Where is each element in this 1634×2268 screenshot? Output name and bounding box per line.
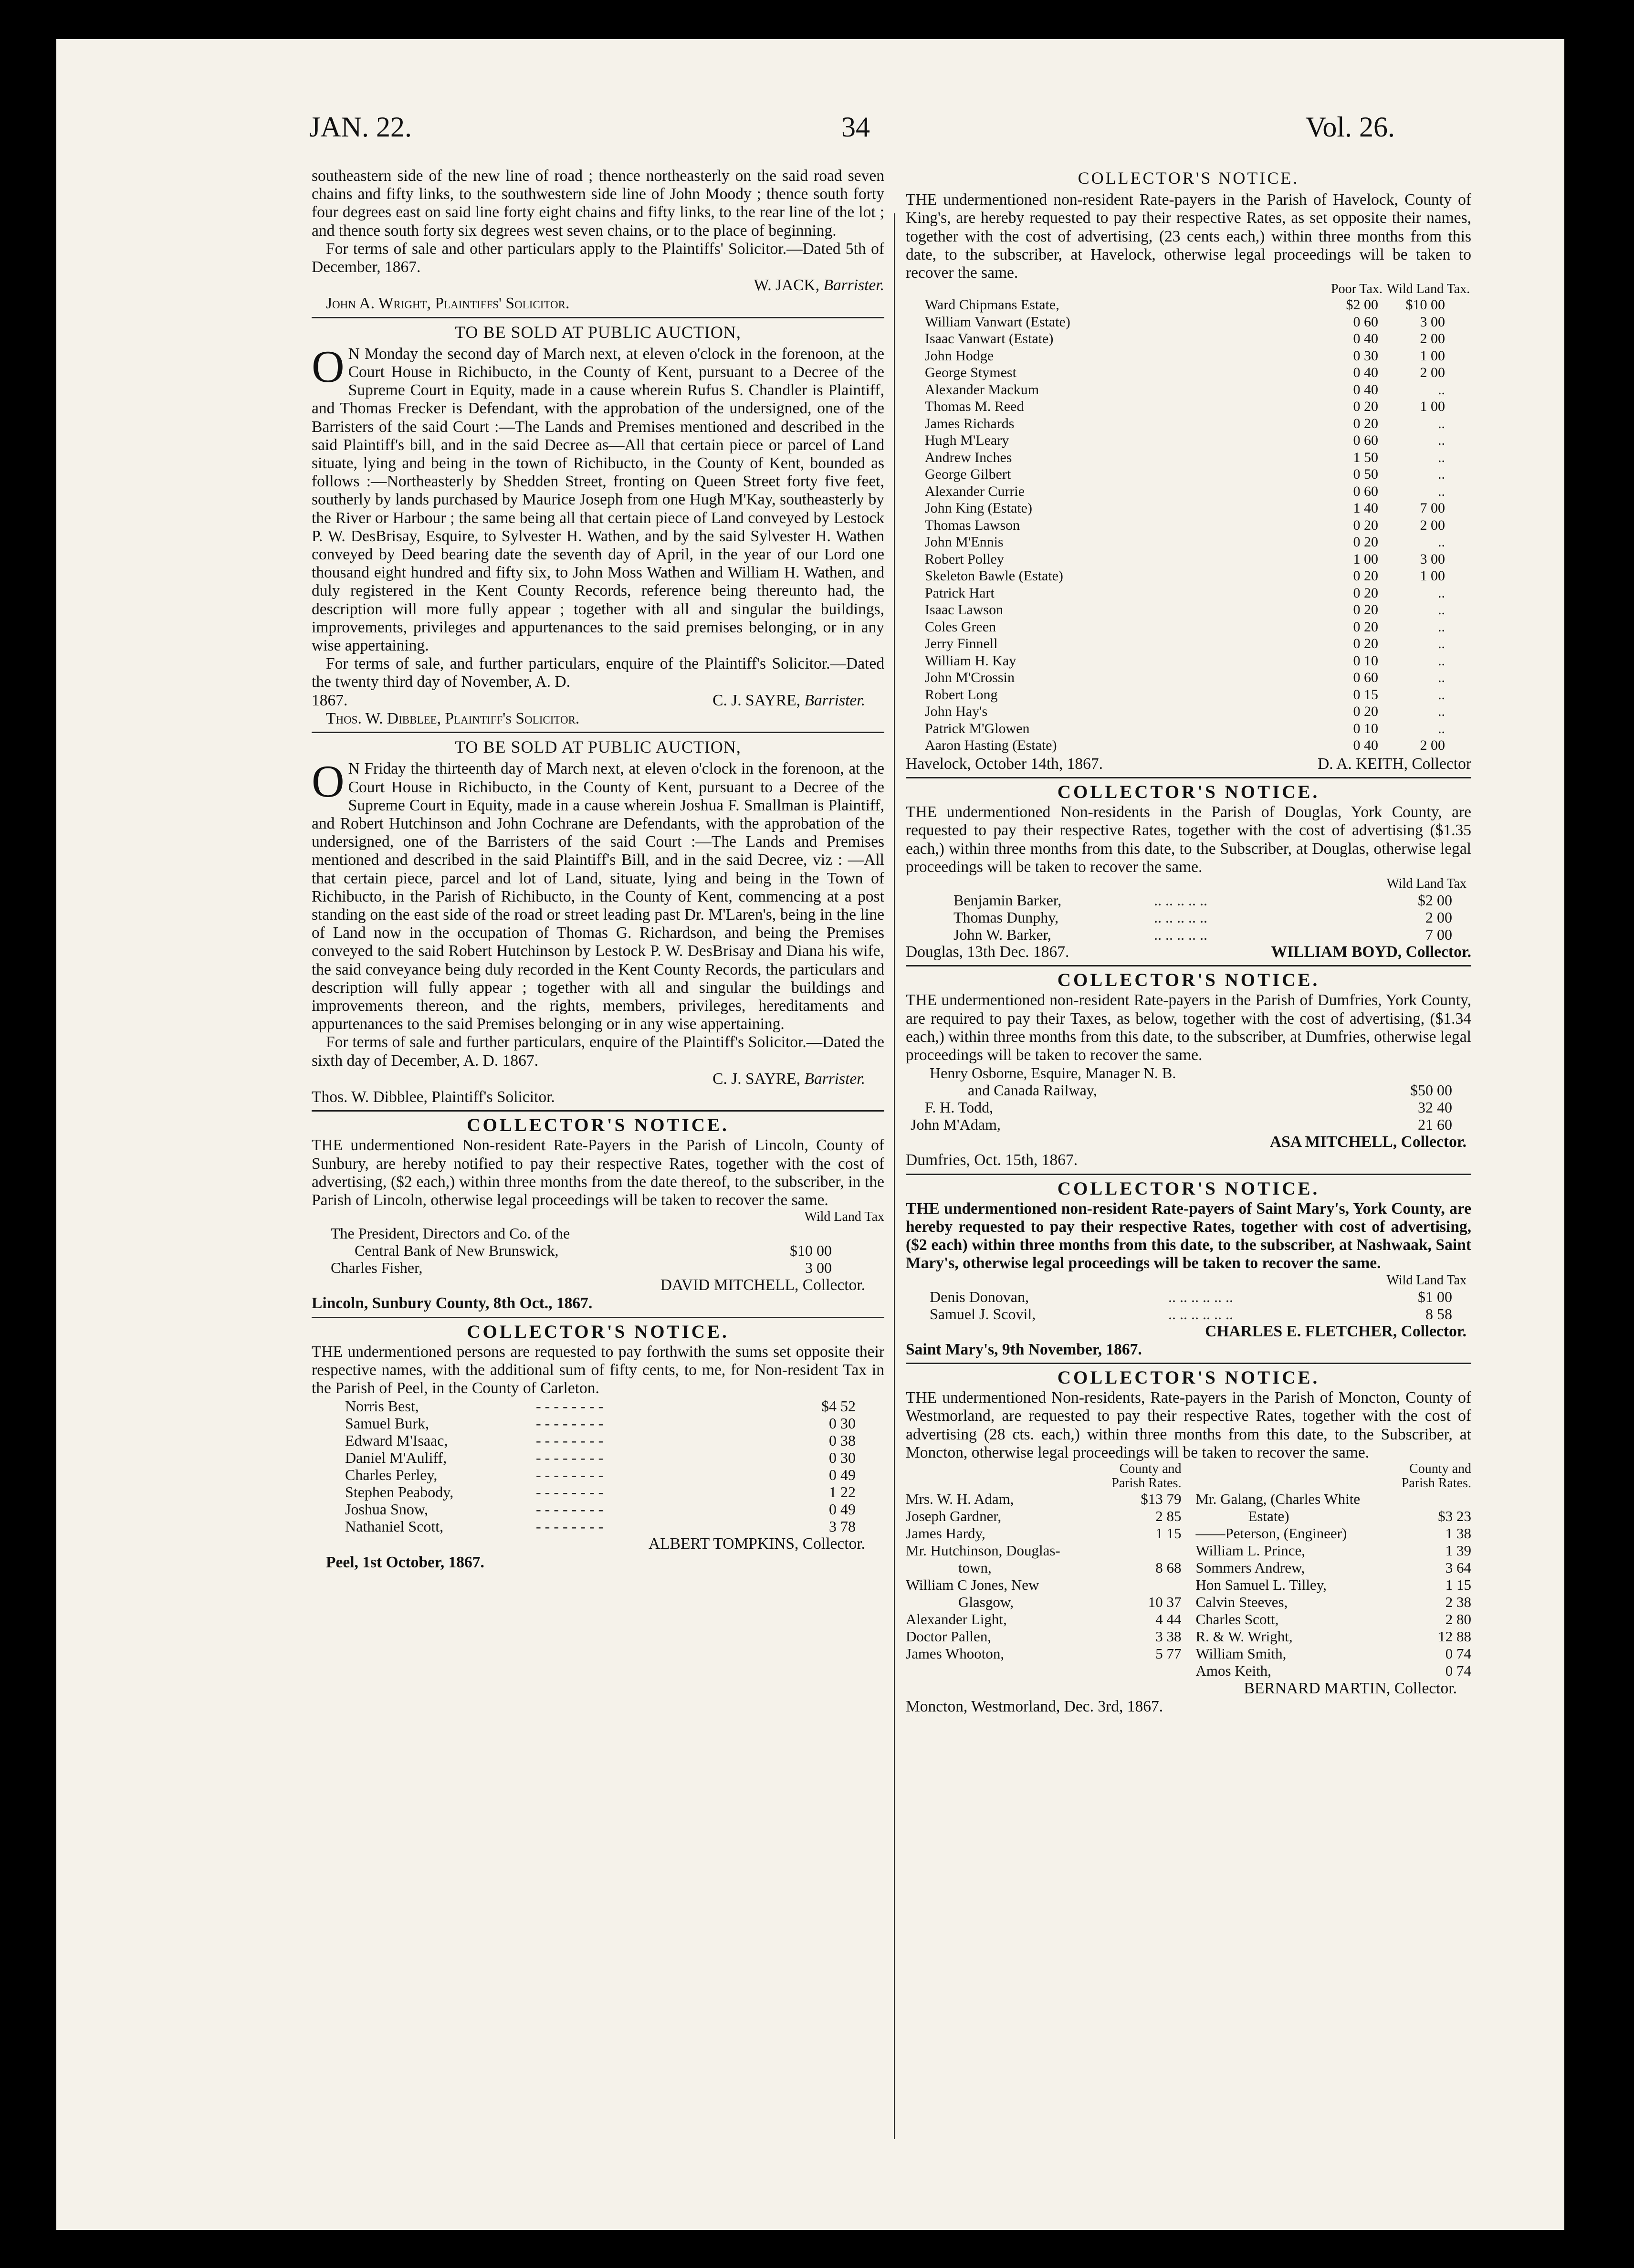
divider: [906, 777, 1471, 778]
table-row: Samuel Burk, - - - - - - - - 0 30: [345, 1415, 856, 1432]
notice-place: Peel, 1st October, 1867.: [326, 1553, 484, 1571]
table-row: Patrick M'Glowen 0 10 ..: [925, 720, 1445, 736]
table-row: James Hardy, 1 15: [906, 1525, 1182, 1542]
table-row: Alexander Currie 0 60 ..: [925, 483, 1445, 499]
table-row: Aaron Hasting (Estate) 0 40 2 00: [925, 737, 1445, 754]
table-row: George Gilbert 0 50 ..: [925, 466, 1445, 483]
column-header: County and Parish Rates.: [1401, 1461, 1471, 1491]
havelock-footer: [906, 755, 1471, 773]
moncton-notice: [906, 1369, 1471, 1716]
table-row: Charles Perley, - - - - - - - - 0 49: [345, 1466, 856, 1484]
table-row: John Hay's 0 20 ..: [925, 704, 1445, 720]
dumfries-table: [906, 1064, 1471, 1133]
table-row: Hugh M'Leary 0 60 ..: [925, 432, 1445, 449]
auction-body: N Friday the thirteenth day of March next, at eleven o'clock in the forenoon, at the Court House in Richibucto, in the County of Kent, pursuant to a Decree of the Supreme Court in Equity, made in a cause wherein Joshua F. Smallman is Plaintiff, and Robert Hutchinson and John Cochrane are Defendants, with the approbation of the undersigned, one of the Barristers of the said Court :—The Lands and Premises mentioned and described in the said Plaintiff's Bill, and in the said Decree, viz : —All that certain piece, parcel and lot of Land, situate, lying and being in the Town of Richibucto, in the Parish of Richibucto, in the County of Kent, commencing at a post standing on the east side of the road or street leading past Dr. M'Laren's, being in the line of Land now in the occupation of Thomas G. Richardson, and being the Premises conveyed to the said Robert Hutchinson by Lestock P. W. DesBrisay and Diana his wife, the said conveyance being duly recorded in the Kent County Records, the particulars and description will fully appear ; together with all and singular the buildings and improvements thereon, and the rights, members, privileges, hereditaments and appurtenances to the said Premises belonging or in any wise appertaining.: [312, 760, 884, 1033]
notice-body: THE undermentioned Non-residents, Rate-payers in the Parish of Moncton, County of Westmorland, are requested to pay their respective Rates, together with the cost of advertising (28 cts. each,) within three months from this date, to the Subscriber, at Moncton, otherwise legal proceedings will be taken to recover the same.: [906, 1389, 1471, 1461]
moncton-right-table: [1196, 1462, 1472, 1680]
table-row: Alexander Light, 4 44: [906, 1611, 1182, 1628]
table-row: Charles Scott, 2 80: [1195, 1611, 1471, 1628]
notice-collector: CHARLES E. FLETCHER, Collector.: [1205, 1322, 1466, 1340]
table-row: Hon Samuel L. Tilley, 1 15: [1195, 1576, 1471, 1593]
notice-title: COLLECTOR'S NOTICE.: [1078, 168, 1299, 188]
peel-notice: [312, 1323, 884, 1572]
notice-collector: ASA MITCHELL, Collector.: [1270, 1133, 1466, 1151]
divider: [312, 1317, 884, 1318]
notice-body: THE undermentioned persons are requested to pay forthwith the sums set opposite their respective names, with the additional sum of fifty cents, to me, for Non-resident Tax in the Parish of Peel, in the County of Carleton.: [312, 1343, 884, 1397]
table-row: James Richards 0 20 ..: [925, 415, 1445, 431]
continued-terms: For terms of sale and other particulars apply to the Plaintiffs' Solicitor.—Dated 5th of December, 1867.: [312, 240, 884, 276]
table-row: R. & W. Wright, 12 88: [1195, 1628, 1471, 1645]
notice-place: Lincoln, Sunbury County, 8th Oct., 1867.: [312, 1294, 593, 1312]
table-row: Joseph Gardner, 2 85: [906, 1508, 1182, 1524]
table-row: Samuel J. Scovil, .. .. .. .. .. .. 8 58: [930, 1305, 1452, 1323]
table-row: The President, Directors and Co. of the: [331, 1225, 570, 1242]
left-column: [312, 167, 884, 1572]
table-row: William H. Kay 0 10 ..: [925, 652, 1445, 669]
notice-collector: WILLIAM BOYD, Collector.: [1271, 943, 1471, 961]
table-row: Mr. Hutchinson, Douglas-: [906, 1542, 1060, 1559]
table-row: Mrs. W. H. Adam, $13 79: [906, 1491, 1182, 1507]
table-row: Thomas Dunphy, .. .. .. .. .. 2 00: [953, 908, 1452, 926]
table-row: F. H. Todd, 32 40: [925, 1099, 1452, 1116]
table-row: Thomas Lawson 0 20 2 00: [925, 517, 1445, 533]
table-row: William Vanwart (Estate) 0 60 3 00: [925, 314, 1445, 330]
auction-solicitor: Thos. W. Dibblee, Plaintiff's Solicitor.: [312, 1088, 555, 1106]
continued-barrister: W. JACK, Barrister.: [754, 276, 884, 294]
table-row: Glasgow, 10 37: [958, 1594, 1182, 1610]
notice-place: Saint Mary's, 9th November, 1867.: [906, 1340, 1142, 1358]
notice-title: COLLECTOR'S NOTICE.: [467, 1321, 729, 1342]
table-row: John King (Estate) 1 40 7 00: [925, 500, 1445, 516]
table-row: Isaac Lawson 0 20 ..: [925, 602, 1445, 618]
douglas-notice: [906, 783, 1471, 961]
drop-cap: O: [312, 756, 345, 807]
column-header: Wild Land Tax: [1386, 1272, 1466, 1288]
notice-body: THE undermentioned Non-resident Rate-Payers in the Parish of Lincoln, County of Sunbury, are hereby notified to pay their respective Rates, together with the cost of advertising, ($2 each,) within three months from the date thereof, to the subscriber, in the Parish of Lincoln, otherwise legal proceedings will be taken to recover the same.: [312, 1136, 884, 1209]
table-row: Stephen Peabody, - - - - - - - - 1 22: [345, 1483, 856, 1501]
saintmarys-notice: [906, 1180, 1471, 1359]
table-row: Central Bank of New Brunswick, $10 00: [355, 1242, 832, 1260]
auction-title: TO BE SOLD AT PUBLIC AUCTION,: [455, 322, 741, 342]
table-row: John M'Adam, 21 60: [911, 1116, 1452, 1134]
table-row: Estate) $3 23: [1248, 1508, 1471, 1524]
notice-title: COLLECTOR'S NOTICE.: [1057, 1367, 1320, 1388]
lincoln-notice: [312, 1116, 884, 1312]
auction-title: TO BE SOLD AT PUBLIC AUCTION,: [455, 737, 741, 757]
auction-solicitor: Thos. W. Dibblee, Plaintiff's Solicitor.: [326, 709, 580, 727]
notice-place: Douglas, 13th Dec. 1867.: [906, 943, 1069, 961]
notice-title: COLLECTOR'S NOTICE.: [1057, 1178, 1320, 1199]
table-row: Calvin Steeves, 2 38: [1195, 1594, 1471, 1610]
peel-table: [312, 1397, 884, 1535]
divider: [312, 317, 884, 318]
douglas-table: [906, 892, 1471, 943]
divider: [312, 732, 884, 733]
notice-body: THE undermentioned Non-residents in the Parish of Douglas, York County, are requested to pay their respective Rates, together with the cost of advertising ($1.35 each,) within three months from this date, to the Subscriber, at Douglas, otherwise legal proceedings will be taken to recover the same.: [906, 803, 1471, 876]
moncton-left-table: [906, 1462, 1182, 1680]
table-row: Charles Fisher, 3 00: [331, 1259, 832, 1277]
continued-solicitor: John A. Wright, Plaintiffs' Solicitor.: [326, 294, 570, 313]
table-row: William Smith, 0 74: [1195, 1645, 1471, 1662]
auction-body: N Monday the second day of March next, at eleven o'clock in the forenoon, at the Court House in Richibucto, in the County of Kent, pursuant to a Decree of the Supreme Court in Equity, made in a cause wherein Rufus S. Chandler is Plaintiff, and Thomas Frecker is Defendant, with the approbation of the undersigned, one of the Barristers of the said Court :—The Lands and Premises mentioned and described in the said Plaintiff's bill, and in the said Decree as—All that certain piece or parcel of Land situate, lying and being in the town of Richibucto, in the County of Kent, bounded as follows :—Northeasterly by Shedden Street, fronting on Queen Street forty five feet, southerly by lands purchased by Maurice Joseph from one Hugh M'Kay, southeasterly by the River or Harbour ; the same being all that certain piece of Land conveyed by Lestock P. W. DesBrisay, Esquire, to Sylvester H. Wathen, and by the said Sylvester H. Wathen conveyed by Deed bearing date the seventh day of April, in the year of our Lord one thousand eight hundred and fifty six, to John Moss Wathen and William H. Wathen, and duly registered in the Kent County Records, reference being thereunto had, the description will more fully appear ; together with all and singular the buildings, improvements, privileges and appurtenances to the said premises belonging, or in any wise appertaining.: [312, 345, 884, 655]
notice-place: Havelock, October 14th, 1867.: [906, 755, 1103, 773]
right-column: [906, 167, 1471, 1716]
notice-collector: ALBERT TOMPKINS, Collector.: [648, 1535, 865, 1553]
table-row: Alexander Mackum 0 40 ..: [925, 381, 1445, 398]
notice-collector: D. A. KEITH, Collector: [1318, 755, 1471, 773]
table-row: Jerry Finnell 0 20 ..: [925, 636, 1445, 652]
divider: [906, 1363, 1471, 1364]
issue-date: JAN. 22.: [309, 111, 412, 143]
volume-number: Vol. 26.: [1305, 111, 1395, 143]
table-row: Thomas M. Reed 0 20 1 00: [925, 399, 1445, 415]
table-row: Robert Polley 1 00 3 00: [925, 551, 1445, 567]
drop-cap: O: [312, 341, 345, 392]
auction-notice-1: [312, 323, 884, 728]
table-row: Edward M'Isaac, - - - - - - - - 0 38: [345, 1432, 856, 1449]
notice-body: THE undermentioned non-resident Rate-payers in the Parish of Havelock, County of King's, are hereby requested to pay their respective Rates, as set opposite their names, together with the cost of advertising, (23 cents each,) within three months from this date, to the subscriber, at Havelock, otherwise legal proceedings will be taken to recover the same.: [906, 191, 1471, 282]
table-row: Patrick Hart 0 20 ..: [925, 585, 1445, 601]
table-row: town, 8 68: [958, 1559, 1182, 1576]
auction-notice-2: [312, 738, 884, 1106]
table-row: Coles Green 0 20 ..: [925, 619, 1445, 635]
notice-collector: BERNARD MARTIN, Collector.: [1244, 1680, 1457, 1697]
page-header: [309, 111, 1395, 158]
table-row: and Canada Railway, $50 00: [968, 1082, 1452, 1099]
douglas-footer: [906, 943, 1471, 961]
dumfries-notice: [906, 971, 1471, 1169]
table-row: William C Jones, New: [906, 1576, 1039, 1593]
table-row: Benjamin Barker, .. .. .. .. .. $2 00: [953, 891, 1452, 909]
table-row: Henry Osborne, Esquire, Manager N. B.: [930, 1064, 1176, 1082]
column-divider: [894, 213, 895, 2139]
table-row: Skeleton Bawle (Estate) 0 20 1 00: [925, 568, 1445, 584]
moncton-tables: [906, 1462, 1471, 1680]
auction-terms: For terms of sale and further particulars, enquire of the Plaintiff's Solicitor.—Dated the sixth day of December, A. D. 1867.: [312, 1033, 884, 1070]
notice-collector: DAVID MITCHELL, Collector.: [660, 1276, 865, 1294]
table-row: Mr. Galang, (Charles White: [1195, 1491, 1361, 1507]
notice-title: COLLECTOR'S NOTICE.: [1057, 970, 1320, 991]
table-row: Isaac Vanwart (Estate) 0 40 2 00: [925, 331, 1445, 347]
table-header: Poor Tax. Wild Land Tax.: [1331, 282, 1470, 297]
notice-body: THE undermentioned non-resident Rate-payers in the Parish of Dumfries, York County, are required to pay their Taxes, as below, together with the cost of advertising, ($1.34 each,) within three months from this date, to the subscriber, at Dumfries, otherwise legal proceedings will be taken to recover the same.: [906, 991, 1471, 1064]
auction-terms: For terms of sale, and further particulars, enquire of the Plaintiff's Solicitor.—Dated the twenty third day of November, A. D.: [312, 655, 884, 691]
newspaper-page: [56, 39, 1564, 2230]
table-row: George Stymest 0 40 2 00: [925, 365, 1445, 381]
table-row: Denis Donovan, .. .. .. .. .. .. $1 00: [930, 1288, 1452, 1305]
table-row: Amos Keith, 0 74: [1195, 1662, 1471, 1679]
table-row: James Whooton, 5 77: [906, 1645, 1182, 1662]
table-row: John M'Ennis 0 20 ..: [925, 534, 1445, 550]
table-row: Nathaniel Scott, - - - - - - - - 3 78: [345, 1518, 856, 1535]
table-row: Sommers Andrew, 3 64: [1195, 1559, 1471, 1576]
column-header: County and Parish Rates.: [1111, 1461, 1182, 1491]
notice-place: Dumfries, Oct. 15th, 1867.: [906, 1151, 1078, 1169]
havelock-table: [906, 282, 1471, 754]
notice-title: COLLECTOR'S NOTICE.: [1057, 781, 1320, 802]
divider: [906, 965, 1471, 966]
table-row: Andrew Inches 1 50 ..: [925, 449, 1445, 465]
continued-text: southeastern side of the new line of road ; thence northeasterly on the said road seven chains and fifty links, to the southwestern side line of John Moody ; thence south forty four degrees east on said line forty eight chains and fifty links, to the rear line of the lot ; and thence south forty six degrees west seven chains, or to the place of beginning.: [312, 167, 884, 240]
table-row: Norris Best, - - - - - - - - $4 52: [345, 1397, 856, 1415]
table-row: John Hodge 0 30 1 00: [925, 347, 1445, 364]
auction-barrister: 1867. C. J. SAYRE, Barrister.: [312, 691, 865, 709]
notice-place: Moncton, Westmorland, Dec. 3rd, 1867.: [906, 1698, 1163, 1716]
table-row: Daniel M'Auliff, - - - - - - - - 0 30: [345, 1449, 856, 1467]
table-row: John W. Barker, .. .. .. .. .. 7 00: [953, 925, 1452, 943]
divider: [312, 1110, 884, 1112]
havelock-notice: [906, 169, 1471, 773]
column-header: Wild Land Tax: [804, 1209, 884, 1225]
divider: [906, 1174, 1471, 1175]
column-header: Wild Land Tax: [1386, 876, 1466, 891]
notice-body: THE undermentioned non-resident Rate-payers of Saint Mary's, York County, are hereby requested to pay their respective Rates, together with cost of advertising, ($2 each) within three months from this date, to the subscriber, at Nashwaak, Saint Mary's, otherwise legal proceedings will be taken to recover the same.: [906, 1199, 1471, 1272]
table-row: Robert Long 0 15 ..: [925, 686, 1445, 703]
lincoln-table: [312, 1225, 884, 1276]
continued-notice: [312, 167, 884, 313]
page-number: 34: [841, 111, 870, 143]
table-row: Ward Chipmans Estate, $2 00 $10 00: [925, 297, 1445, 313]
table-row: Doctor Pallen, 3 38: [906, 1628, 1182, 1645]
table-row: John M'Crossin 0 60 ..: [925, 670, 1445, 686]
table-row: William L. Prince, 1 39: [1195, 1542, 1471, 1559]
notice-title: COLLECTOR'S NOTICE.: [467, 1115, 729, 1136]
table-row: ——Peterson, (Engineer) 1 38: [1195, 1525, 1471, 1542]
table-row: Joshua Snow, - - - - - - - - 0 49: [345, 1501, 856, 1518]
saintmarys-table: [906, 1288, 1471, 1323]
auction-barrister: C. J. SAYRE, Barrister.: [712, 1070, 865, 1088]
